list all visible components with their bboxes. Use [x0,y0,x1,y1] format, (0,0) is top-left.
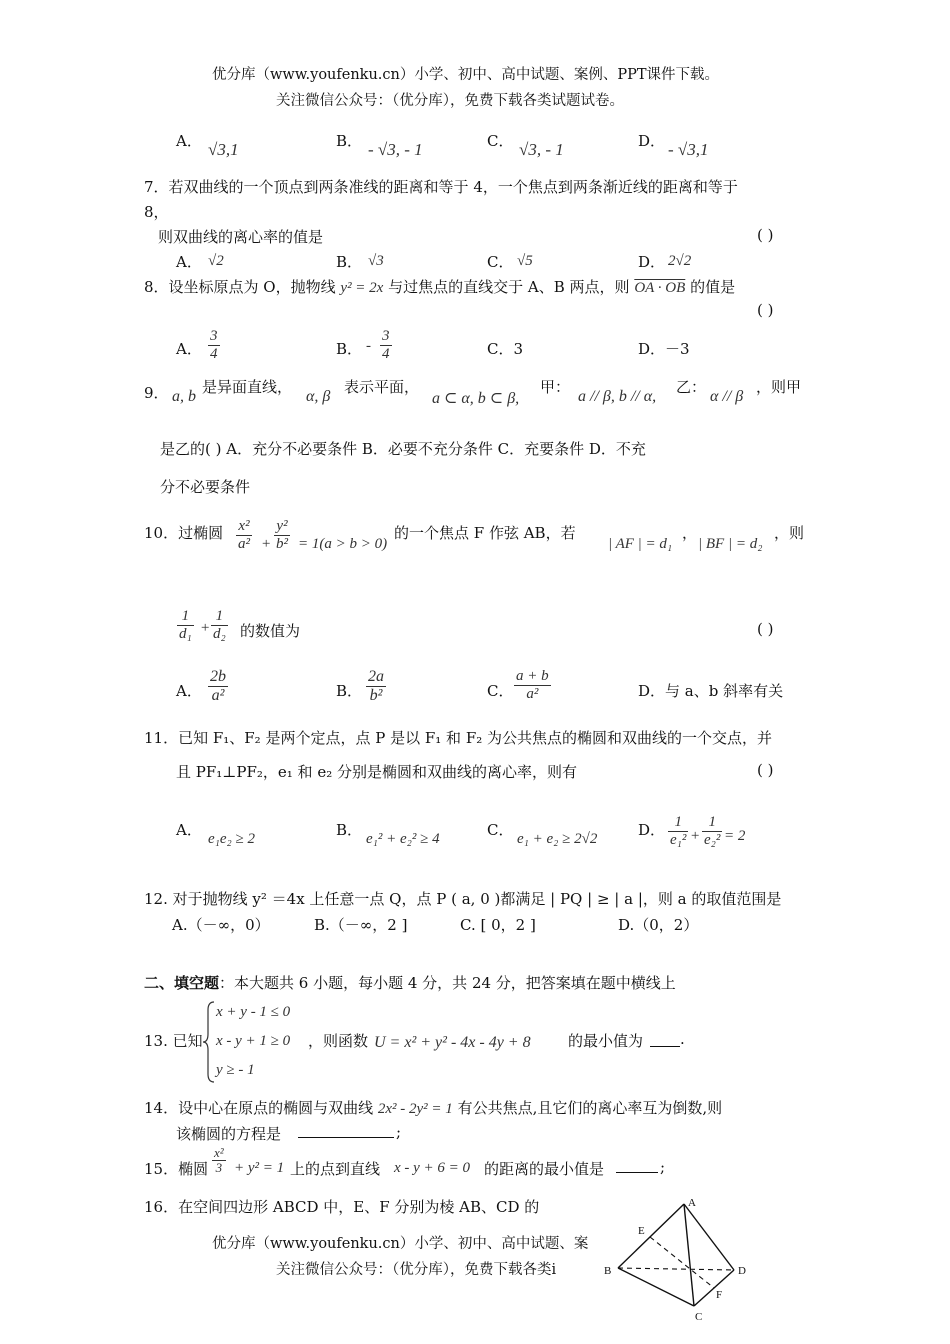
q8-option-a-label: A． [176,340,202,358]
q8-line-1 [144,276,735,297]
q7-answer-paren: ( ) [757,226,774,244]
q7-line-2: 8， [144,203,169,221]
q10-post: ，则 [774,524,805,542]
q7-line-1: 7．若双曲线的一个顶点到两条准线的距离和等于 4，一个焦点到两条渐近线的距离和等于 [144,178,738,196]
q10-option-a-label: A． [176,682,202,700]
q8-a-den: 4 [210,345,218,362]
q11-option-b-math: e₁² + e₂² ≥ 4 [366,831,440,847]
q8-parabola: y² = 2x [340,280,384,296]
q13-answer-blank [650,1032,680,1047]
label-b: B [604,1265,612,1277]
footer-line-2: 关注微信公众号：（优分库），免费下载各类i [276,1262,557,1278]
q15-post: 的距离的最小值是 [484,1160,605,1178]
q11-option-c-math: e₁ + e₂ ≥ 2√2 [517,831,598,847]
q14-end: ; [396,1123,402,1141]
q10-sum-n2: 1 [211,608,228,626]
edge-bc [618,1268,694,1306]
edge-ac [684,1204,694,1306]
q8-pre: 8．设坐标原点为 O，抛物线 [144,278,336,296]
q10-c-den: a² [526,685,539,702]
q6-option-d-math: - √3,1 [668,140,709,159]
label-a: A [688,1197,696,1209]
q10-sum-frac-1 [177,608,194,642]
q11-d-d2: e₂² [704,831,721,848]
q15-den: 3 [215,1160,223,1176]
q10-option-d: D．与 a、b 斜率有关 [638,682,784,700]
footer-line-1: 优分库（www.youfenku.cn）小学、初中、高中试题、案 [212,1236,589,1252]
q7-option-d-label: D． [638,253,666,271]
header-line-1: 优分库（www.youfenku.cn）小学、初中、高中试题、案例、PPT课件下载。 [212,67,720,83]
q10-sum-plus: + [200,620,211,636]
q7-option-c-label: C． [487,253,514,271]
q10-ellipse-y-frac [274,518,290,552]
edge-ad [684,1204,734,1270]
q11-option-d-frac-1 [668,814,688,848]
q7-line-3: 则双曲线的离心率的值是 [158,228,324,246]
q14-answer-blank [298,1123,394,1138]
q11-option-b-label: B． [336,821,363,839]
q9-text-jia: 甲： [540,378,571,396]
q11-option-d-frac-2 [702,814,722,848]
q13-end: . [680,1030,685,1048]
q13-post: 的最小值为 [568,1032,644,1050]
q15-num: x² [214,1145,224,1160]
q6-option-c-math: √3, - 1 [519,140,564,159]
q8-option-c: C．3 [487,340,524,358]
q8-option-d: D．－3 [638,340,690,358]
q13-system-brace [202,1000,216,1084]
q12-line-1: 12. 对于抛物线 y² ＝4x 上任意一点 Q，点 P ( a, 0 )都满足 | PQ | ≥ | a |，则 a 的取值范围是 [144,890,782,908]
q7-option-c-math: √5 [517,253,533,269]
q15-ellipse-frac [212,1146,226,1176]
q9-number: 9． [144,384,169,402]
q14-hyperbola: 2x² - 2y² = 1 [377,1101,453,1117]
q6-option-a-math: √3,1 [208,140,239,159]
q14-post: 有公共焦点,且它们的离心率互为倒数,则 [457,1099,723,1117]
q8-b-num: 3 [382,328,390,344]
q10-x-den: a² [238,535,250,552]
q10-option-a-frac [208,668,228,704]
q10-ellipse-tail: = 1(a > b > 0) [298,536,388,552]
q13-pre: 13. 已知 [144,1032,203,1050]
q11-option-a-label: A． [176,821,202,839]
q7-option-d-math: 2√2 [668,253,692,269]
q14-pre: 14．设中心在原点的椭圆与双曲线 [144,1099,374,1117]
q11-d-n2: 1 [702,814,722,832]
q14-line-1 [144,1097,722,1118]
q10-bf: | BF | = d₂ [698,536,763,552]
q8-option-b-sign: - [366,338,371,354]
q11-answer-paren: ( ) [757,761,774,779]
q10-option-c-frac [514,668,551,702]
q9-text-2: 表示平面， [344,378,420,396]
q15-end: ; [660,1158,666,1176]
tetrahedron-figure [600,1194,760,1322]
q9-math-subset: a ⊂ α, b ⊂ β, [432,390,520,407]
q10-x-num: x² [236,518,252,536]
q9-line-2: 是乙的( ) A．充分不必要条件 B．必要不充分条件 C．充要条件 D．不充 [160,440,646,458]
q8-option-b-label: B． [336,340,363,358]
q15-answer-blank [616,1158,658,1173]
q6-option-a-label: A． [176,132,202,150]
q11-d-d1: e₁² [670,831,687,848]
q15-ellipse-tail: + y² = 1 [234,1160,285,1176]
q8-option-b-frac [380,328,392,362]
q10-a-num: 2b [210,668,226,685]
label-f: F [716,1289,723,1301]
label-c: C [695,1311,703,1322]
q12-option-c: C. [ 0，2 ] [460,916,536,934]
q7-option-b-label: B． [336,253,363,271]
q8-mid: 与过焦点的直线交于 A、B 两点，则 [388,278,630,296]
q10-option-b-label: B． [336,682,363,700]
q10-y-num: y² [274,518,290,536]
q6-option-d-label: D． [638,132,666,150]
q6-option-c-label: C． [487,132,514,150]
q7-option-b-math: √3 [368,253,384,269]
q13-function: U = x² + y² - 4x - 4y + 8 [374,1034,531,1051]
q10-a-den: a² [211,686,225,704]
q13-system-line-3: y ≥ - 1 [216,1062,255,1078]
q8-a-num: 3 [210,328,218,344]
q6-option-b-math: - √3, - 1 [368,140,423,159]
q15-line-eq: x - y + 6 = 0 [394,1160,471,1176]
q8-vector-product: OA · OB [634,280,686,296]
q10-option-c-label: C． [487,682,514,700]
q9-math-ab: a, b [172,388,196,405]
q13-system-line-1: x + y - 1 ≤ 0 [216,1004,291,1020]
q9-text-then: ，则甲 [756,378,802,396]
q11-option-a-math: e₁e₂ ≥ 2 [208,831,255,847]
label-d: D [738,1265,746,1277]
q10-option-b-frac [366,668,386,704]
q10-sum-frac-2 [211,608,228,642]
q13-mid: ，则函数 [308,1032,369,1050]
q13-system-line-2: x - y + 1 ≥ 0 [216,1033,291,1049]
section-2-title: 二、填空题 [144,974,220,992]
q10-b-den: b² [369,686,383,704]
q12-option-a: A.（－∞，0） [172,916,270,934]
q11-d-n1: 1 [668,814,688,832]
q10-mid: 的一个焦点 F 作弦 AB，若 [394,524,576,542]
q10-pre: 10．过椭圆 [144,524,224,542]
q10-c-num: a + b [516,668,549,684]
q9-text-1: 是异面直线， [202,378,293,396]
q10-sum-d1: d₁ [179,625,192,642]
q10-plus: + [261,536,272,552]
q12-option-b: B.（－∞，2 ] [314,916,408,934]
q7-option-a-label: A． [176,253,202,271]
q9-math-plane-parallel: α // β [710,388,744,405]
section-2-heading [144,972,676,993]
segment-ef [650,1237,714,1288]
q9-math-planes: α, β [306,388,331,405]
q9-line-3: 分不必要条件 [160,478,251,496]
q10-sum-d2: d₂ [213,625,226,642]
label-e: E [638,1225,645,1237]
q10-sum-text: 的数值为 [240,622,301,640]
q11-option-d-tail: = 2 [724,828,746,844]
q10-sum-n1: 1 [177,608,194,626]
q7-option-a-math: √2 [208,253,224,269]
edge-bd-hidden [618,1268,734,1270]
q16-line-1: 16．在空间四边形 ABCD 中，E、F 分别为棱 AB、CD 的 [144,1198,540,1216]
q10-af: | AF | = d₁ [608,536,673,552]
q11-line-2: 且 PF₁⊥PF₂，e₁ 和 e₂ 分别是椭圆和双曲线的离心率，则有 [176,763,577,781]
q8-post: 的值是 [690,278,736,296]
q9-math-parallel: a // β, b // α, [578,388,657,405]
section-2-desc: ：本大题共 6 小题，每小题 4 分，共 24 分，把答案填在题中横线上 [219,974,676,992]
q9-text-yi: 乙： [676,378,707,396]
q8-answer-paren: ( ) [757,301,774,319]
edge-ab [618,1204,684,1268]
q11-option-d-plus: + [690,828,701,844]
q10-comma: ， [682,524,698,542]
q11-line-1: 11．已知 F₁、F₂ 是两个定点，点 P 是以 F₁ 和 F₂ 为公共焦点的椭圆和双曲线的一个交点，并 [144,729,773,747]
q10-y-den: b² [276,535,288,552]
q10-ellipse-x-frac [236,518,252,552]
header-line-2: 关注微信公众号：（优分库），免费下载各类试题试卷。 [276,93,624,109]
q6-option-b-label: B． [336,132,363,150]
q14-line-2: 该椭圆的方程是 [176,1125,282,1143]
q15-mid: 上的点到直线 [290,1160,381,1178]
q15-pre: 15．椭圆 [144,1160,209,1178]
q8-b-den: 4 [382,345,390,362]
q11-option-c-label: C． [487,821,514,839]
q8-option-a-frac [208,328,220,362]
q10-b-num: 2a [368,668,384,685]
q11-option-d-label: D． [638,821,666,839]
q10-answer-paren: ( ) [757,620,774,638]
q12-option-d: D.（0，2） [618,916,699,934]
